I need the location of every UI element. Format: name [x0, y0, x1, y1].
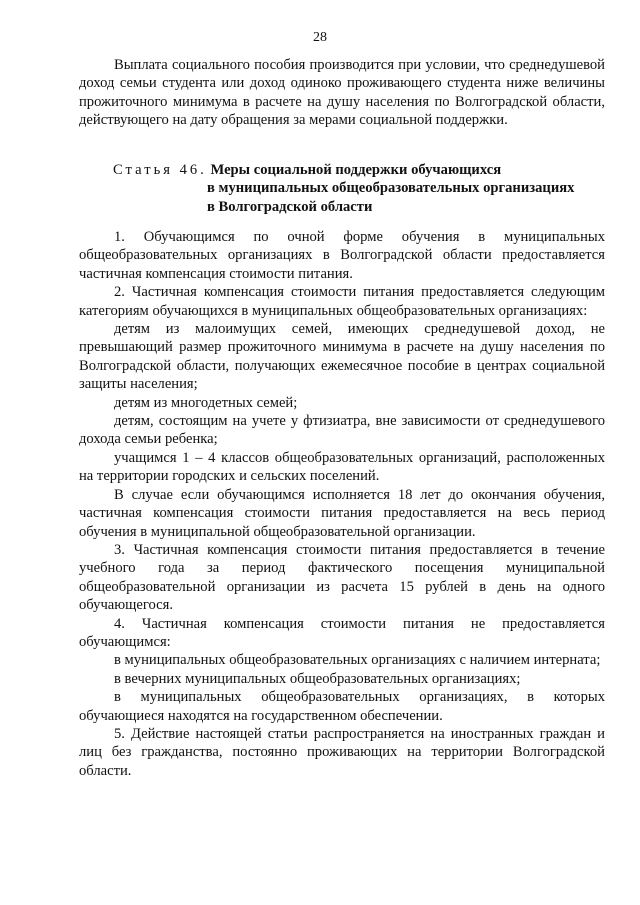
intro-section [79, 56, 605, 130]
article-heading [113, 161, 613, 216]
article-label: Статья 46. [113, 162, 207, 178]
list-item-state-care: в муниципальных общеобразовательных организациях, в которых обучающиеся находятся на государственном обеспечении. [79, 689, 605, 724]
paragraph-age-18: В случае если обучающимся исполняется 18 лет до окончания обучения, частичная компенсация стоимости питания предоставляется на весь период обучения в муниципальной общеобразовательной организации. [79, 486, 605, 540]
paragraph-1: 1. Обучающимся по очной форме обучения в муниципальных общеобразовательных организациях в Волгоградской области предоставляется частичная компенсация стоимости питания. [79, 229, 605, 282]
list-item-low-income: детям из малоимущих семей, имеющих среднедушевой доход, не превышающий размер прожиточного минимума в расчете на душу населения по Волгоградской области, получающих ежемесячное пособие в центрах социальной защиты населения; [79, 321, 605, 393]
page-number: 28 [313, 30, 327, 45]
list-item-boarding: в муниципальных общеобразовательных организациях с наличием интерната; [114, 652, 601, 669]
intro-paragraph: Выплата социального пособия производится при условии, что среднедушевой доход семьи студента или доход одиноко проживающего студента ниже величины прожиточного минимума в расчете на душу населения по Волгоградской области, действующего на дату обращения за мерами социальной поддержки. [79, 57, 605, 129]
paragraph-5: 5. Действие настоящей статьи распространяется на иностранных граждан и лиц без гражданства, постоянно проживающих на территории Волгоградской области. [79, 725, 605, 779]
article-body [79, 228, 605, 780]
paragraph-3: 3. Частичная компенсация стоимости питания предоставляется в течение учебного года за период фактического посещения муниципальной общеобразовательной организации из расчета 15 рублей в день на одного обучающегося. [79, 541, 605, 614]
list-item-grades-1-4: учащимся 1 – 4 классов общеобразовательных организаций, расположенных на территории городских и сельских поселений. [79, 449, 605, 485]
article-title-line-2: в муниципальных общеобразовательных организациях [207, 180, 575, 197]
list-item-evening: в вечерних муниципальных общеобразовательных организациях; [114, 670, 521, 687]
list-item-tuberculosis: детям, состоящим на учете у фтизиатра, вне зависимости от среднедушевого дохода семьи ребенка; [79, 413, 605, 448]
list-item-large-families: детям из многодетных семей; [114, 394, 298, 411]
article-title-line-3: в Волгоградской области [207, 198, 373, 215]
article-title-line-1: Меры социальной поддержки обучающихся [210, 162, 502, 178]
paragraph-2: 2. Частичная компенсация стоимости питания предоставляется следующим категориям обучающихся в муниципальных общеобразовательных организациях: [79, 284, 605, 319]
paragraph-4: 4. Частичная компенсация стоимости питания не предоставляется обучающимся: [79, 615, 605, 650]
